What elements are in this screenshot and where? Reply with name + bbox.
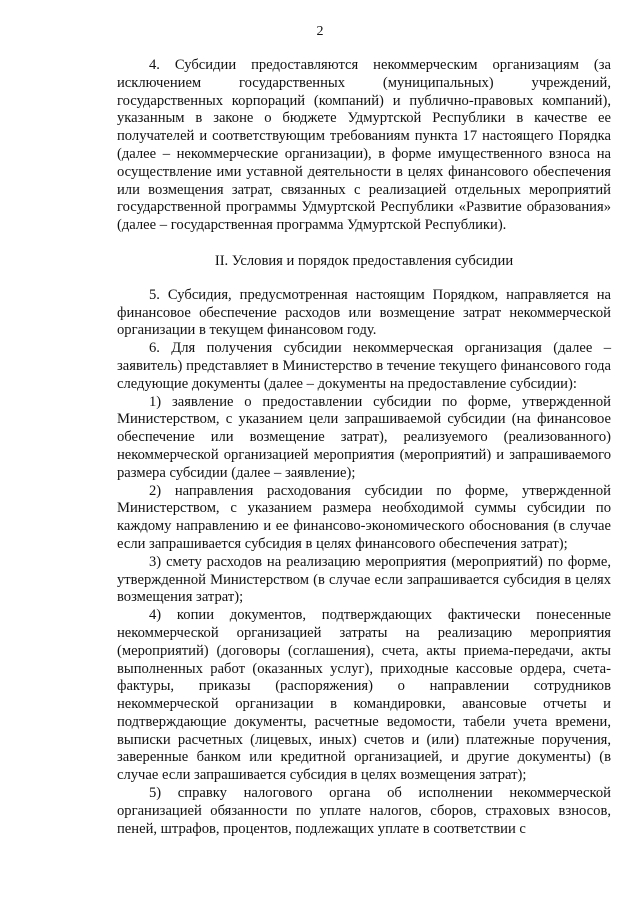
- document-body: [117, 57, 611, 838]
- list-item-2: 2) направления расходования субсидии по форме, утвержденной Министерством, с указанием размера необходимой суммы субсидии по каждому направлению и ее финансово-экономического обоснования (в случае если запрашивается субсидия в целях финансового обеспечения затрат);: [117, 482, 611, 552]
- paragraph-6: 6. Для получения субсидии некоммерческая организация (далее – заявитель) представляет в Министерство в течение текущего финансового года следующие документы (далее – документы на предоставление субсидии):: [117, 340, 611, 392]
- paragraph-5: 5. Субсидия, предусмотренная настоящим Порядком, направляется на финансовое обеспечение расходов или возмещение затрат некоммерческой организации в текущем финансовом году.: [117, 286, 611, 339]
- paragraph-4: 4. Субсидии предоставляются некоммерческим организациям (за исключением государственных (муниципальных) учреждений, государственных корпораций (компаний) и публично-правовых компаний), указанным в законе о бюджете Удмуртской Республики в качестве ее получателей и соответствующим требованиям пункта 17 настоящего Порядка (далее – некоммерческие организации), в форме имущественного взноса на осуществление ими уставной деятельности в целях финансового обеспечения или возмещения затрат, связанных с реализацией отдельных мероприятий государственной программы Удмуртской Республики «Развитие образования» (далее – государственная программа Удмуртской Республики).: [117, 57, 611, 234]
- list-item-5: 5) справку налогового органа об исполнении некоммерческой организацией обязанности по уплате налогов, сборов, страховых взносов, пеней, штрафов, процентов, подлежащих уплате в соответствии с: [117, 785, 611, 837]
- list-item-4: 4) копии документов, подтверждающих фактически понесенные некоммерческой организацией затраты на реализацию мероприятия (мероприятий) (договоры (соглашения), счета, акты приема-передачи, акты выполненных работ (оказанных услуг), приходные кассовые ордера, счета-фактуры, приказы (распоряжения) о направлении сотрудников некоммерческой организации в командировки, авансовые отчеты и подтверждающие документы, расчетные ведомости, табели учета времени, выписки расчетных (лицевых, иных) счетов и (или) платежные поручения, заверенные банком или кредитной организацией, и другие документы) (в случае если запрашивается субсидия в целях возмещения затрат);: [117, 607, 611, 784]
- section-heading: II. Условия и порядок предоставления субсидии: [214, 252, 514, 269]
- page-number: 2: [316, 24, 324, 39]
- list-item-1: 1) заявление о предоставлении субсидии по форме, утвержденной Министерством, с указанием цели запрашиваемой субсидии (на финансовое обеспечение или возмещение затрат), реализуемого (реализованного) некоммерческой организацией мероприятия (мероприятий) и запрашиваемого размера субсидии (далее – заявление);: [117, 393, 611, 481]
- list-item-3: 3) смету расходов на реализацию мероприятия (мероприятий) по форме, утвержденной Министерством (в случае если запрашивается субсидия в целях возмещения затрат);: [117, 553, 611, 606]
